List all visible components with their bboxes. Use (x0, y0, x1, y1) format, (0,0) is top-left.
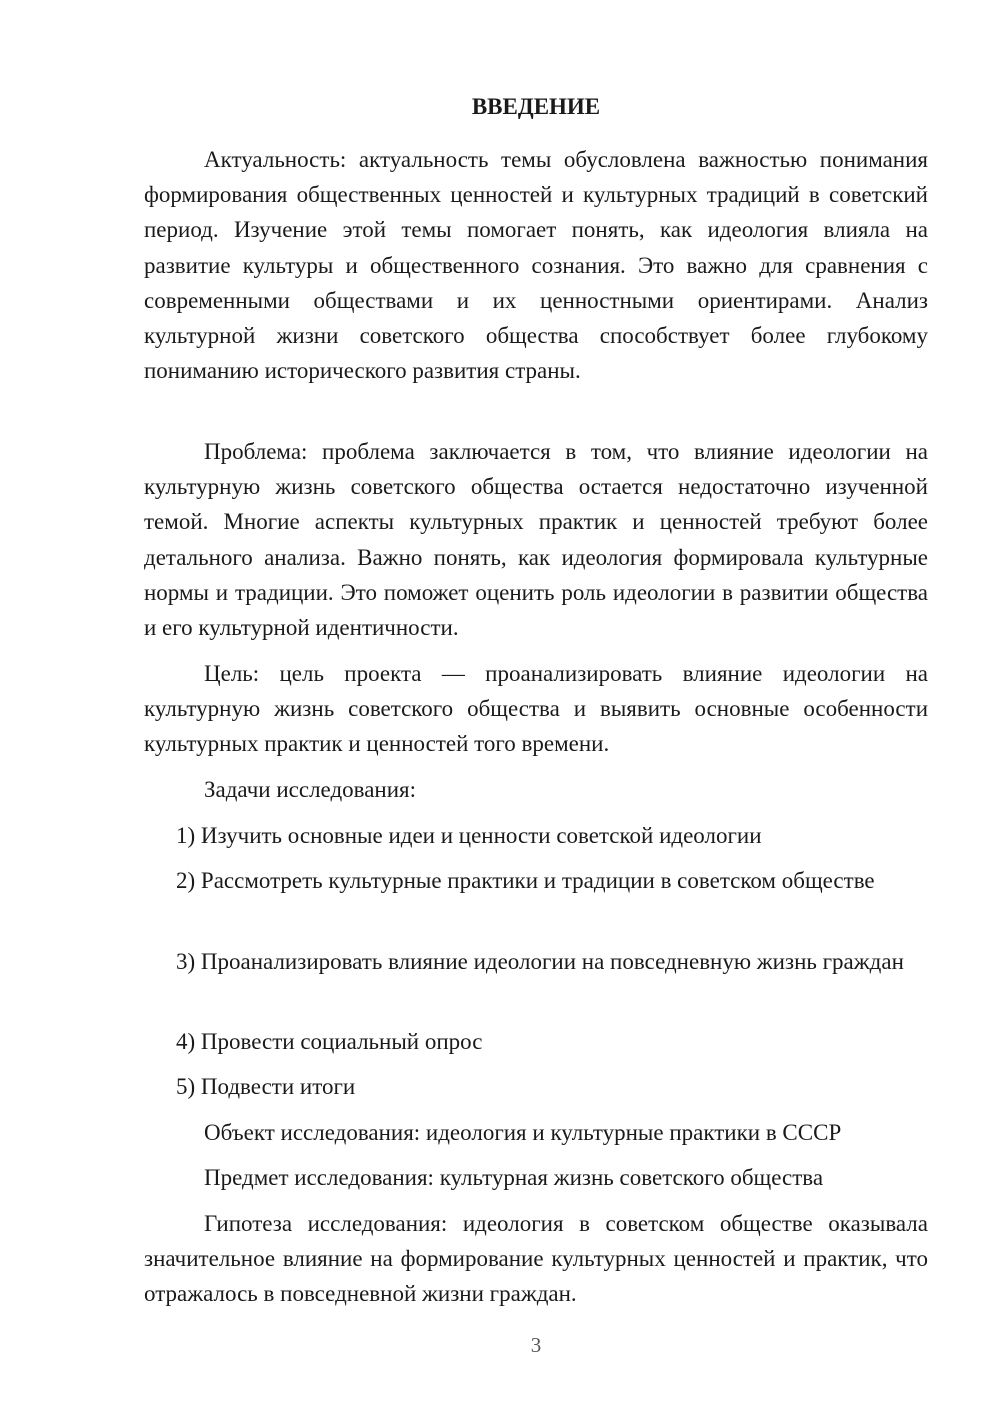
task-item-3: 3) Проанализировать влияние идеологии на повседневную жизнь граждан (176, 949, 904, 974)
task-item-2: 2) Рассмотреть культурные практики и традиции в советском обществе (176, 868, 875, 893)
problem-paragraph: Проблема: проблема заключается в том, что влияние идеологии на культурную жизнь советского общества остается недостаточно изученной темой. Многие аспекты культурных практик и ценностей требуют более детального анализа. Важно понять, как идеология формировала культурные нормы и традиции. Это поможет оценить роль идеологии в развитии общества и его культурной идентичности. (144, 439, 928, 641)
tasks-heading: Задачи исследования: (204, 777, 417, 802)
subject-paragraph: Предмет исследования: культурная жизнь советского общества (204, 1165, 824, 1190)
page-number: 3 (530, 1333, 542, 1357)
task-item-5: 5) Подвести итоги (176, 1074, 356, 1099)
page-title: ВВЕДЕНИЕ (471, 94, 601, 119)
hypothesis-paragraph: Гипотеза исследования: идеология в советском обществе оказывала значительное влияние на формирование культурных ценностей и практик, что отражалось в повседневной жизни граждан. (144, 1211, 928, 1307)
task-item-4: 4) Провести социальный опрос (176, 1029, 483, 1054)
goal-paragraph: Цель: цель проекта — проанализировать влияние идеологии на культурную жизнь советского общества и выявить основные особенности культурных практик и ценностей того времени. (144, 661, 928, 757)
task-item-1: 1) Изучить основные идеи и ценности советской идеологии (176, 823, 762, 848)
relevance-paragraph: Актуальность: актуальность темы обусловлена важностью понимания формирования общественных ценностей и культурных традиций в советский период. Изучение этой темы помогает понять, как идеология влияла на развитие культуры и общественного сознания. Это важно для сравнения с современными обществами и их ценностными ориентирами. Анализ культурной жизни советского общества способствует более глубокому пониманию исторического развития страны. (144, 147, 928, 384)
object-paragraph: Объект исследования: идеология и культурные практики в СССР (204, 1120, 842, 1145)
